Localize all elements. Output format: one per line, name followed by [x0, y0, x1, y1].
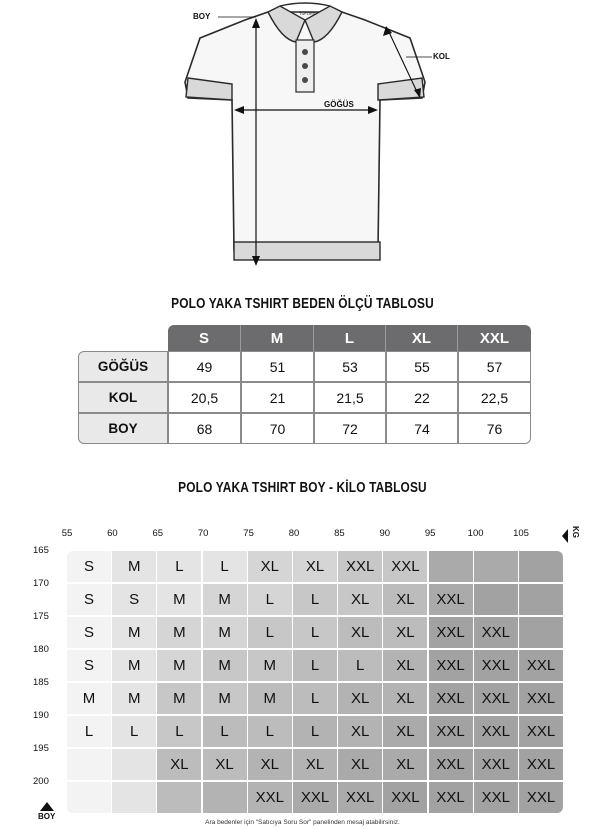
chart-cell: XL [338, 683, 382, 714]
size-header-xxl: XXL [458, 325, 531, 351]
chart-cell: S [67, 584, 111, 615]
boy-tick: 165 [33, 545, 49, 556]
chart-cell: XXL [474, 749, 518, 780]
chart-cell: L [112, 716, 156, 747]
chart-cell: L [293, 716, 337, 747]
row-label-boy: BOY [78, 413, 168, 444]
size-header-m: M [241, 325, 314, 351]
chart-cell: L [157, 551, 201, 582]
chart-cell: XXL [474, 683, 518, 714]
chart-cell: XXL [429, 716, 473, 747]
chart-cell: XXL [338, 782, 382, 813]
chart-cell: XXL [383, 782, 427, 813]
size-table-title: POLO YAKA TSHIRT BEDEN ÖLÇÜ TABLOSU [171, 296, 434, 312]
brand-label: TUFORS [299, 11, 316, 16]
table-cell: 21 [241, 382, 314, 413]
kg-tick: 70 [197, 528, 209, 539]
table-cell: 20,5 [168, 382, 241, 413]
table-cell: 49 [168, 351, 241, 382]
chart-cell: L [157, 716, 201, 747]
chart-cell: L [67, 716, 111, 747]
kg-tick: 60 [107, 528, 118, 539]
chart-cell: M [67, 683, 111, 714]
chart-cell: L [203, 716, 247, 747]
button-dot-icon [302, 63, 308, 69]
chart-cell: XL [157, 749, 201, 780]
chart-cell: L [293, 584, 337, 615]
chart-cell: XXL [519, 683, 563, 714]
chart-cell: L [293, 683, 337, 714]
chart-cell: XL [203, 749, 247, 780]
chart-cell: XL [383, 749, 427, 780]
chart-cell [474, 551, 518, 582]
chart-cell [519, 551, 563, 582]
chart-cell [519, 584, 563, 615]
chart-cell: M [157, 584, 201, 615]
chart-cell: XL [293, 749, 337, 780]
kol-label: KOL [433, 52, 450, 61]
chart-cell: S [67, 650, 111, 681]
chart-cell: XXL [474, 617, 518, 648]
chart-cell: XXL [429, 584, 473, 615]
table-cell: 72 [314, 413, 386, 444]
chart-cell: L [293, 650, 337, 681]
chart-cell [112, 782, 156, 813]
table-cell: 21,5 [314, 382, 386, 413]
boy-tick: 175 [33, 611, 49, 622]
chart-cell [67, 782, 111, 813]
chart-cell [157, 782, 201, 813]
chart-cell: XL [338, 584, 382, 615]
size-header-xl: XL [386, 325, 458, 351]
chart-cell: XXL [248, 782, 292, 813]
chart-cell: XXL [519, 782, 563, 813]
table-cell: 51 [241, 351, 314, 382]
size-header-l: L [314, 325, 386, 351]
chart-cell: XXL [429, 683, 473, 714]
chart-cell: XL [338, 716, 382, 747]
chart-cell [112, 749, 156, 780]
chart-cell: XL [338, 617, 382, 648]
chart-cell: L [248, 617, 292, 648]
kg-tick: 105 [513, 528, 529, 539]
chart-cell: M [203, 683, 247, 714]
chart-cell: XXL [519, 749, 563, 780]
chart-cell: XL [248, 551, 292, 582]
kg-tick: 85 [334, 528, 345, 539]
chart-cell: M [112, 617, 156, 648]
chart-cell: L [338, 650, 382, 681]
chart-cell: XL [383, 650, 427, 681]
chart-cell: XXL [429, 617, 473, 648]
chart-cell: M [203, 650, 247, 681]
boy-tick: 180 [33, 644, 49, 655]
chart-cell: XL [383, 683, 427, 714]
table-cell: 57 [458, 351, 531, 382]
size-header-s: S [168, 325, 241, 351]
chart-cell: L [248, 584, 292, 615]
chart-cell: XXL [474, 650, 518, 681]
chart-cell: M [157, 617, 201, 648]
table-cell: 70 [241, 413, 314, 444]
weight-height-chart [0, 520, 605, 829]
polo-shirt-diagram [0, 0, 605, 275]
boy-tick: 190 [33, 710, 49, 721]
chart-cell: XXL [429, 782, 473, 813]
chart-cell: L [248, 716, 292, 747]
boy-tick: 185 [33, 677, 49, 688]
kg-tick: 80 [288, 528, 300, 539]
chart-cell: L [293, 617, 337, 648]
kg-tick: 65 [152, 528, 164, 539]
button-dot-icon [302, 49, 308, 55]
boy-label: BOY [193, 12, 211, 21]
chart-cell: M [203, 617, 247, 648]
boy-tick: 195 [33, 743, 49, 754]
table-cell: 74 [386, 413, 458, 444]
kg-tick: 75 [243, 528, 254, 539]
chart-cell: M [157, 650, 201, 681]
kg-label: KG [571, 526, 580, 538]
chart-cell: XXL [474, 782, 518, 813]
row-label-gogus: GÖĞÜS [78, 351, 168, 382]
chart-cell: XXL [429, 749, 473, 780]
chart-cell [203, 782, 247, 813]
footnote: Ara bedenler için "Satıcıya Soru Sor" panelinden mesaj atabilirsiniz. [205, 819, 400, 826]
button-dot-icon [302, 77, 308, 83]
chart-cell: M [112, 683, 156, 714]
table-cell: 53 [314, 351, 386, 382]
table-cell: 22 [386, 382, 458, 413]
table-cell: 68 [168, 413, 241, 444]
chart-cell: S [67, 551, 111, 582]
chart-cell: XXL [519, 650, 563, 681]
chart-cell: XXL [383, 551, 427, 582]
chart-cell: XL [338, 749, 382, 780]
chart-cell: M [203, 584, 247, 615]
chart-cell: M [112, 551, 156, 582]
table-cell: 55 [386, 351, 458, 382]
chart-cell [67, 749, 111, 780]
chart-cell: S [112, 584, 156, 615]
chart-cell: XXL [293, 782, 337, 813]
chart-cell [429, 551, 473, 582]
kg-tick: 100 [467, 528, 484, 539]
chart-cell: M [248, 683, 292, 714]
row-label-kol: KOL [78, 382, 168, 413]
boy-arrow-icon [40, 801, 54, 811]
chart-cell: XL [383, 584, 427, 615]
chart-cell: XXL [474, 716, 518, 747]
kg-tick: 90 [379, 528, 391, 539]
chart-cell: XXL [429, 650, 473, 681]
boy-axis-label: BOY [38, 812, 56, 821]
chart-cell: M [248, 650, 292, 681]
chart-cell: M [157, 683, 201, 714]
chart-cell: M [112, 650, 156, 681]
chart-cell: XXL [338, 551, 382, 582]
chart-cell: S [67, 617, 111, 648]
chart-cell: XL [293, 551, 337, 582]
chart-cell: XL [383, 617, 427, 648]
chart-cell: XL [248, 749, 292, 780]
weight-chart-title: POLO YAKA TSHIRT BOY - KİLO TABLOSU [178, 480, 427, 496]
table-cell: 76 [458, 413, 531, 444]
boy-tick: 170 [33, 578, 49, 589]
chart-cell: XXL [519, 716, 563, 747]
kg-tick: 95 [424, 528, 436, 539]
table-cell: 22,5 [458, 382, 531, 413]
gogus-label: GÖĞÜS [324, 100, 354, 109]
chart-cell: L [203, 551, 247, 582]
chart-cell [519, 617, 563, 648]
chart-cell: XL [383, 716, 427, 747]
kg-tick: 55 [61, 528, 73, 539]
chart-cell [474, 584, 518, 615]
boy-tick: 200 [33, 776, 49, 787]
